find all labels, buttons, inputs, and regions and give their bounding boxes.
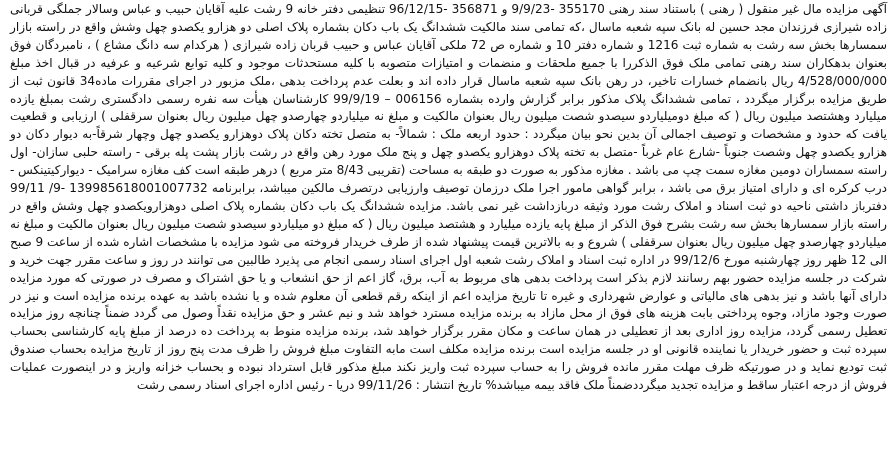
notice-paragraph: آگهی مزایده مال غیر منقول ( رهنی ) باستناد سند رهنی 355170 -9/9/23 و 356871 -96/12/15 تنظیمی دفتر خانه 9 رشت علیه آقایان حبیب و عباس وسالار جملگی قربانی زاده شیرازی فرزندان مجد حسین له بانک سپه شعبه ماسال ،که تمامی سند مالکیت ششدانگ یک باب دکان بشماره پلاک اصلی دو هزارو یکصدو چهل وشش واقع در راسته بازار سمسارها بخش سه رشت به شماره ثبت 1216 و شماره دفتر 10 و شماره ص 72 ملکی آقایان عباس و حبیب قربان زاده شیرازی ( هرکدام سه دانگ مشاع ) ، نامبردگان فوق بعنوان بدهکاران سند رهنی تمامی ملک فوق الذکررا با جمیع ملحقات و منضمات و امتیازات متصوبه با کلیه مستحدثات موجود و کلیه توابع شرعیه و عرفیه در قبال اخذ مبلغ 4/528/000/000 ریال بانضمام خسارات تاخیر، در رهن بانک سپه شعبه ماسال قرار داده اند و بعلت عدم پرداخت بدهی ،ملک مزبور در اجرای مقررات ماده34 قانون ثبت از طریق مزایده برگزار میگردد ، تمامی ششدانگ پلاک مذکور برابر گزارش وارده بشماره 006156 – 99/9/19 کارشناسان هیأت سه نفره رسمی دادگستری رشت بمبلغ یازده میلیارد وهشتصد میلیون ریال ( که مبلغ دومیلیاردو سیصدو شصت میلیون ریال بعنوان مالکیت و مبلغ نه میلیاردو چهارصدو چهل میلیون ریال بعنوان سرقفلی ) ارزیابی و قطعیت یافت که حدود و مشخصات و توصیف اجمالی آن بدین نحو بیان میگردد : حدود اربعه ملک : شمالاً- به متصل تخته دکان پلاک دوهزارو یکصدو چهل وچهار شرقاً-به دیوار دکان دو هزارو یکصدو چهل وشصت جنوباً -شارع عام غرباً -متصل به تخته پلاک دوهزارو یکصدو چهل و پنج ملک مورد رهن واقع در رشت بازار پشت پله برقی - راسته حلبی سازان- اول راسته سمساران دومین مغازه سمت چپ می باشد . مغازه مذکور به صورت دو طبقه به مساحت (تقریبی 8/43 متر مربع ) درهر طبقه است کف مغازه سرامیک - دیوارکیتینکس - درب کرکره ای و دارای امتیاز برق می باشد ، برابر گواهی مامور اجرا ملک درزمان توصیف وارزیابی درتصرف مالکین میباشد، برابرنامه 139985618001007732 -9/ 99/11 دفترباز داشتی ناحیه دو ثبت اسناد و املاک رشت مورد وثیقه دربازداشت غیر نمی باشد. مزایده ششدانگ یک باب دکان بشماره پلاک اصلی دوهزارویکصدو چهل وشش واقع در راسته بازار سمسارها بخش سه رشت بشرح فوق الذکر از مبلغ پایه یازده میلیارد و هشتصد میلیون ریال ( که مبلغ دو میلیاردو سیصدو شصت میلیون ریال بعنوان مالکیت و مبلغ نه میلیاردو چهارصدو چهل میلیون ریال بعنوان سرقفلی ) شروع و به بالاترین قیمت پیشنهاد شده از طرف خریدار فروخته می شود مزایده با مشخصات اشاره شده از ساعت 9 صبح الی 12 ظهر روز چهارشنبه مورخ 99/12/6 در اداره ثبت اسناد و املاک رشت شعبه اول اجرای اسناد رسمی انجام می پذیرد طالبین می توانند در روز و ساعت مقرر جهت خرید و شرکت در جلسه مزایده حضور بهم رسانند لازم بذکر است پرداخت بدهی های مربوط به آب، برق، گاز اعم از حق انشعاب و یا حق اشتراک و مصرف در صورتی که مورد مزایده دارای آنها باشد و نیز بدهی های مالیاتی و عوارض شهرداری و غیره تا تاریخ مزایده اعم از اینکه رقم قطعی آن معلوم شده و یا نشده باشد به عهده برنده مزایده است و نیز در صورت وجود مازاد، وجوه پرداختی بابت هزینه های فوق از محل مازاد به برنده مزایده مسترد خواهد شد و نیم عشر و حق مزایده نقداً وصول می گردد ضمناً چنانچه روز مزایده تعطیل رسمی گردد، مزایده روز اداری بعد از تعطیلی در همان ساعت و مکان مقرر برگزار خواهد شد، برنده مزایده منوط به پرداخت ده درصد از مبلغ پایه کارشناسی بحساب سپرده ثبت و حضور خریدار یا نماینده قانونی او در جلسه مزایده است برنده مزایده مکلف است مابه التفاوت مبلغ فروش را ظرف مدت پنج روز از تاریخ مزایده بحساب صندوق ثبت تودیع نماید و در صورتیکه ظرف مهلت مقرر مانده فروش را به حساب سپرده ثبت واریز نکند مبلغ مذکور قابل استرداد نبوده و بحساب خزانه واریز و در اینصورت عملیات فروش از درجه اعتبار ساقط و مزایده تجدید میگرددضمناً ملک فاقد بیمه میباشد% تاریخ انتشار : 99/11/26 دریا - رئیس اداره اجرای اسناد رسمی رشت (10, 2, 888, 393)
